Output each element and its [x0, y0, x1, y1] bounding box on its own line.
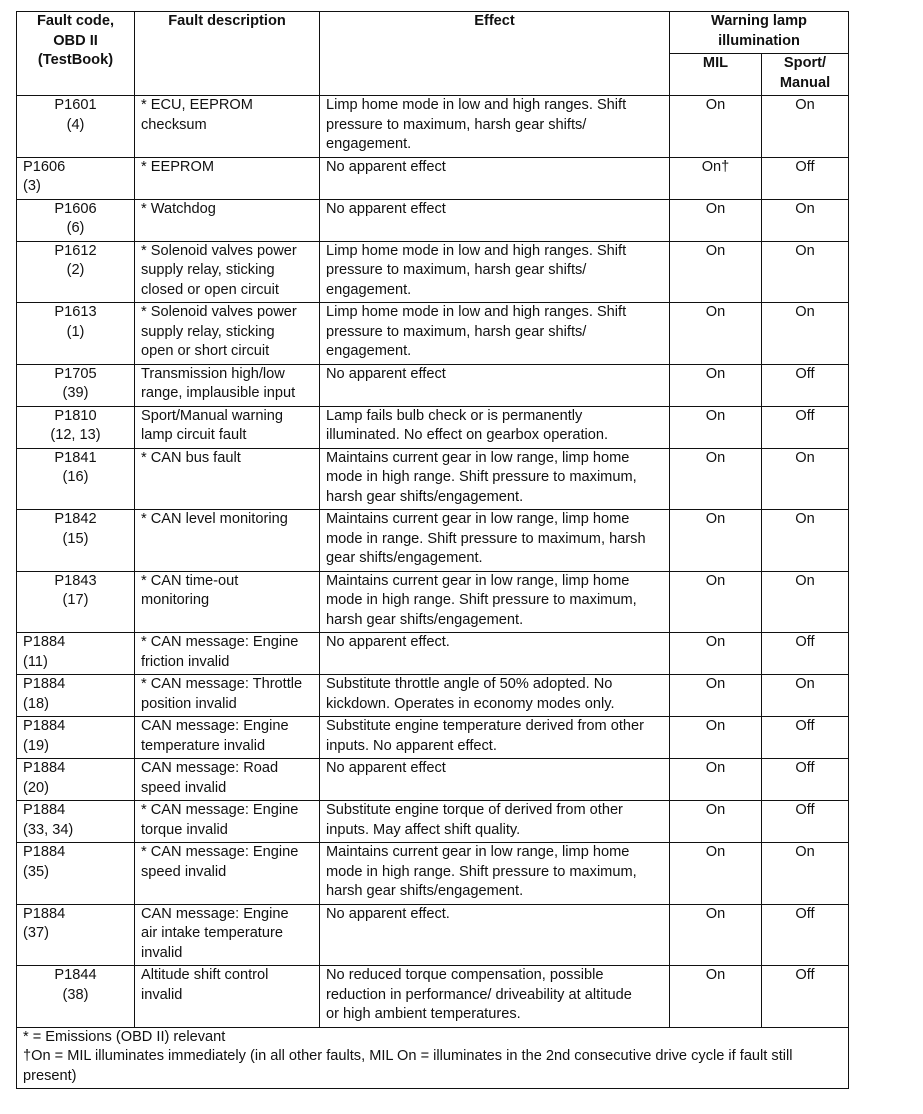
sport-manual-cell: Off [762, 633, 849, 675]
sport-manual-cell: Off [762, 759, 849, 801]
table-row [17, 303, 849, 365]
table-row [17, 966, 849, 1028]
fault-description-cell: * Watchdog [135, 199, 320, 241]
table-row [17, 633, 849, 675]
effect-cell: Maintains current gear in low range, limp home mode in high range. Shift pressure to maximum, harsh gear shifts/engagement. [320, 448, 670, 510]
effect-cell: Limp home mode in low and high ranges. Shift pressure to maximum, harsh gear shifts/ engagement. [320, 303, 670, 365]
table-header [17, 12, 849, 96]
fault-code-cell: P1810 (12, 13) [17, 406, 135, 448]
fault-description-cell: * CAN message: Throttle position invalid [135, 675, 320, 717]
sport-manual-cell: On [762, 199, 849, 241]
sport-manual-cell: Off [762, 157, 849, 199]
table-row [17, 801, 849, 843]
mil-cell: On [670, 717, 762, 759]
effect-cell: No apparent effect [320, 157, 670, 199]
mil-cell: On [670, 241, 762, 303]
table-row [17, 241, 849, 303]
sport-manual-cell: Off [762, 364, 849, 406]
fault-description-cell: CAN message: Engine air intake temperature invalid [135, 904, 320, 966]
table-row [17, 759, 849, 801]
emissions-footnote: * = Emissions (OBD II) relevant [23, 1028, 226, 1045]
sport-manual-cell: Off [762, 717, 849, 759]
fault-description-cell: * Solenoid valves power supply relay, sticking closed or open circuit [135, 241, 320, 303]
effect-cell: No apparent effect. [320, 904, 670, 966]
table-row [17, 96, 849, 158]
table-row [17, 406, 849, 448]
table-row [17, 843, 849, 905]
sport-manual-cell: On [762, 571, 849, 633]
fault-code-cell: P1884 (33, 34) [17, 801, 135, 843]
mil-cell: On [670, 759, 762, 801]
table-row [17, 717, 849, 759]
sport-manual-cell: Off [762, 801, 849, 843]
fault-description-cell: * Solenoid valves power supply relay, sticking open or short circuit [135, 303, 320, 365]
table-row [17, 510, 849, 572]
fault-code-cell: P1842 (15) [17, 510, 135, 572]
sport-manual-cell: On [762, 96, 849, 158]
fault-description-cell: CAN message: Road speed invalid [135, 759, 320, 801]
sport-manual-cell: On [762, 241, 849, 303]
sport-manual-cell: On [762, 303, 849, 365]
mil-cell: On [670, 675, 762, 717]
sport-manual-cell: Off [762, 966, 849, 1028]
fault-description-cell: * CAN message: Engine torque invalid [135, 801, 320, 843]
effect-cell: No apparent effect [320, 199, 670, 241]
table-row [17, 904, 849, 966]
fault-code-cell: P1613 (1) [17, 303, 135, 365]
mil-cell: On† [670, 157, 762, 199]
fault-description-cell: * CAN message: Engine friction invalid [135, 633, 320, 675]
fault-code-cell: P1606 (3) [17, 157, 135, 199]
effect-cell: Maintains current gear in low range, limp home mode in high range. Shift pressure to maximum, harsh gear shifts/engagement. [320, 843, 670, 905]
fault-code-table [16, 11, 849, 1089]
effect-cell: Substitute throttle angle of 50% adopted. No kickdown. Operates in economy modes only. [320, 675, 670, 717]
effect-cell: Lamp fails bulb check or is permanently illuminated. No effect on gearbox operation. [320, 406, 670, 448]
fault-code-cell: P1705 (39) [17, 364, 135, 406]
mil-cell: On [670, 406, 762, 448]
mil-cell: On [670, 571, 762, 633]
effect-cell: Limp home mode in low and high ranges. Shift pressure to maximum, harsh gear shifts/ engagement. [320, 241, 670, 303]
table-footer [17, 1027, 849, 1089]
effect-cell: Limp home mode in low and high ranges. Shift pressure to maximum, harsh gear shifts/ engagement. [320, 96, 670, 158]
sport-manual-cell: On [762, 448, 849, 510]
sport-manual-cell: On [762, 843, 849, 905]
fault-description-cell: * CAN message: Engine speed invalid [135, 843, 320, 905]
effect-cell: Maintains current gear in low range, limp home mode in range. Shift pressure to maximum, harsh gear shifts/engagement. [320, 510, 670, 572]
fault-code-cell: P1884 (35) [17, 843, 135, 905]
header-warning-lamp: Warning lamp illumination [670, 12, 849, 54]
fault-description-cell: Sport/Manual warning lamp circuit fault [135, 406, 320, 448]
mil-cell: On [670, 448, 762, 510]
fault-code-cell: P1601 (4) [17, 96, 135, 158]
fault-code-cell: P1884 (20) [17, 759, 135, 801]
fault-description-cell: * CAN level monitoring [135, 510, 320, 572]
fault-description-cell: * EEPROM [135, 157, 320, 199]
fault-code-cell: P1606 (6) [17, 199, 135, 241]
effect-cell: No apparent effect [320, 364, 670, 406]
fault-code-cell: P1884 (19) [17, 717, 135, 759]
header-sport-manual: Sport/ Manual [762, 54, 849, 96]
notes-row [17, 1027, 849, 1089]
footnotes [17, 1027, 849, 1089]
table-row [17, 364, 849, 406]
fault-code-cell: P1841 (16) [17, 448, 135, 510]
fault-code-cell: P1843 (17) [17, 571, 135, 633]
fault-code-cell: P1844 (38) [17, 966, 135, 1028]
mil-footnote: †On = MIL illuminates immediately (in all other faults, MIL On = illuminates in the 2nd consecutive drive cycle if fault still present) [23, 1048, 793, 1084]
mil-cell: On [670, 303, 762, 365]
fault-description-cell: Altitude shift control invalid [135, 966, 320, 1028]
sport-manual-cell: Off [762, 904, 849, 966]
header-fault-description: Fault description [135, 12, 320, 96]
mil-cell: On [670, 510, 762, 572]
table-row [17, 675, 849, 717]
header-row-1 [17, 12, 849, 54]
fault-description-cell: Transmission high/low range, implausible input [135, 364, 320, 406]
effect-cell: No apparent effect. [320, 633, 670, 675]
fault-description-cell: * CAN time-out monitoring [135, 571, 320, 633]
sport-manual-cell: On [762, 675, 849, 717]
header-mil: MIL [670, 54, 762, 96]
header-effect: Effect [320, 12, 670, 96]
mil-cell: On [670, 364, 762, 406]
sport-manual-cell: Off [762, 406, 849, 448]
effect-cell: No reduced torque compensation, possible reduction in performance/ driveability at altitude or high ambient temperatures. [320, 966, 670, 1028]
fault-code-cell: P1884 (11) [17, 633, 135, 675]
effect-cell: Maintains current gear in low range, limp home mode in high range. Shift pressure to maximum, harsh gear shifts/engagement. [320, 571, 670, 633]
mil-cell: On [670, 904, 762, 966]
table-row [17, 448, 849, 510]
mil-cell: On [670, 966, 762, 1028]
effect-cell: Substitute engine temperature derived from other inputs. No apparent effect. [320, 717, 670, 759]
fault-description-cell: * CAN bus fault [135, 448, 320, 510]
fault-description-cell: CAN message: Engine temperature invalid [135, 717, 320, 759]
mil-cell: On [670, 199, 762, 241]
table-body [17, 96, 849, 1028]
mil-cell: On [670, 96, 762, 158]
sport-manual-cell: On [762, 510, 849, 572]
mil-cell: On [670, 843, 762, 905]
effect-cell: No apparent effect [320, 759, 670, 801]
table-row [17, 157, 849, 199]
header-fault-code: Fault code, OBD II (TestBook) [17, 12, 135, 96]
fault-description-cell: * ECU, EEPROM checksum [135, 96, 320, 158]
fault-code-cell: P1884 (37) [17, 904, 135, 966]
table-row [17, 199, 849, 241]
fault-code-cell: P1884 (18) [17, 675, 135, 717]
mil-cell: On [670, 801, 762, 843]
table-row [17, 571, 849, 633]
fault-code-cell: P1612 (2) [17, 241, 135, 303]
mil-cell: On [670, 633, 762, 675]
effect-cell: Substitute engine torque of derived from other inputs. May affect shift quality. [320, 801, 670, 843]
